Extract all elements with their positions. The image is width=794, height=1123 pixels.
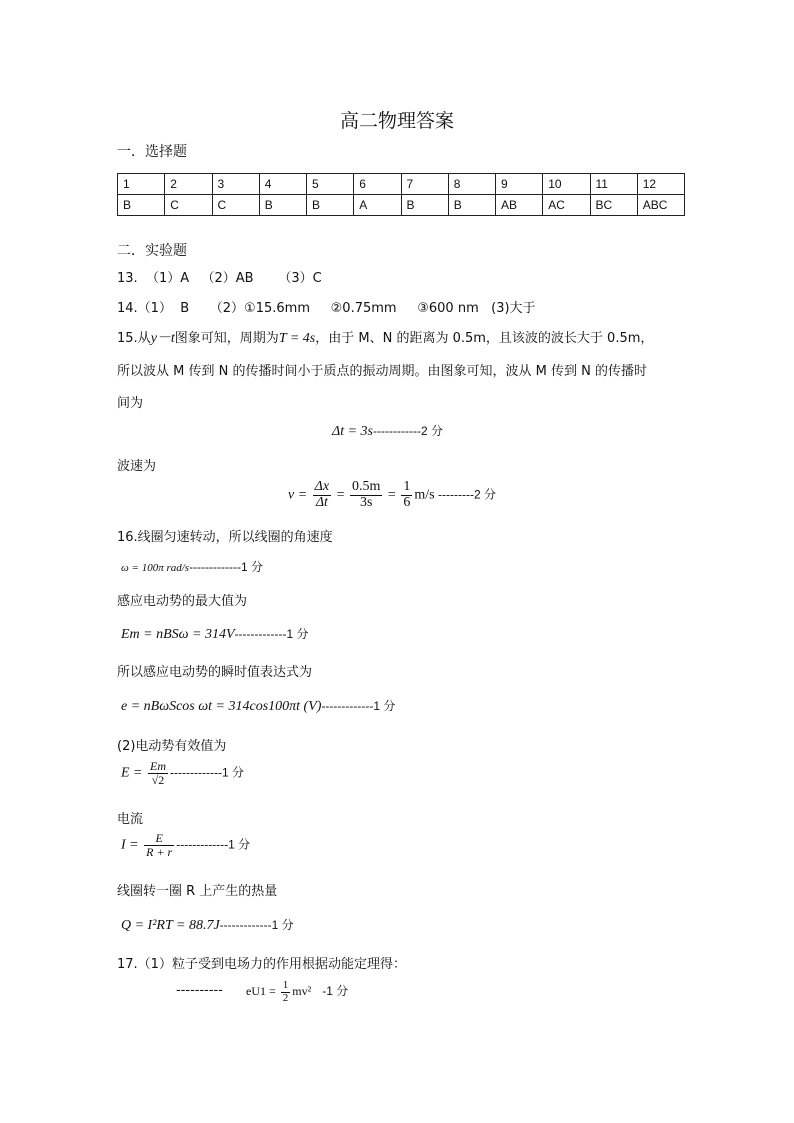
- q15-text: ，由于 M、N 的距离为 0.5m，且该波的波长大于 0.5m，: [315, 331, 654, 346]
- table-cell: 2: [165, 174, 212, 195]
- q16-current-label: 电流: [117, 812, 144, 827]
- table-cell: C: [212, 195, 259, 216]
- numerator: 1: [403, 479, 411, 494]
- speed-unit: m/s: [414, 487, 435, 503]
- q16-heat-label: 线圈转一圈 R 上产生的热量: [117, 884, 278, 899]
- fraction-dx-dt: [313, 480, 331, 510]
- equals: =: [387, 487, 396, 503]
- table-cell: 9: [496, 174, 543, 195]
- q15-period: T = 4s: [278, 331, 316, 346]
- q15-line1: [117, 327, 653, 347]
- table-cell: 5: [307, 174, 354, 195]
- table-cell: 12: [637, 174, 684, 195]
- q17-lhs: eU1 =: [246, 983, 276, 998]
- q15-eq-time: [332, 422, 443, 440]
- table-cell: B: [118, 195, 165, 216]
- q16-e-label: 所以感应电动势的瞬时值表达式为: [117, 665, 313, 680]
- q17-line1: 17.（1）粒子受到电场力的作用根据动能定理得：: [117, 957, 406, 972]
- e-expr: e = nBωScos ωt = 314cos100πt (V): [121, 699, 322, 714]
- denominator: 2: [282, 991, 289, 1004]
- table-cell: 8: [448, 174, 495, 195]
- q16-effective-eq: [121, 760, 244, 786]
- table-cell: BC: [590, 195, 637, 216]
- numerator: Em: [150, 759, 166, 773]
- score-mark: -------------1 分: [234, 627, 309, 641]
- numerator: 1: [282, 979, 289, 991]
- table-cell: A: [354, 195, 401, 216]
- table-cell: ABC: [637, 195, 684, 216]
- q17-eq: [246, 980, 348, 1004]
- q15-line2: 所以波从 M 传到 N 的传播时间小于质点的振动周期。由图象可知，波从 M 传到 N 的传播时: [117, 364, 647, 379]
- q17-rhs: mv²: [292, 983, 312, 998]
- page-title: 高二物理答案: [339, 110, 454, 132]
- q16-current-eq: [121, 832, 250, 858]
- table-cell: 7: [401, 174, 448, 195]
- table-cell: 1: [118, 174, 165, 195]
- q16-intro: 16.线圈匀速转动，所以线圈的角速度: [117, 530, 333, 545]
- q15-text: 15.从: [117, 331, 151, 346]
- table-row-answers: [118, 195, 685, 216]
- q15-yt: y－t: [150, 331, 175, 346]
- table-cell: 11: [590, 174, 637, 195]
- table-cell: 4: [259, 174, 306, 195]
- q16-e-expression: [121, 697, 395, 715]
- q15-eq-speed: [288, 480, 496, 510]
- score-mark: -------------1 分: [170, 765, 244, 780]
- table-cell: C: [165, 195, 212, 216]
- q15-text: 图象可知，周期为: [174, 331, 279, 346]
- score-mark: ---------2 分: [438, 487, 497, 502]
- numerator: E: [144, 832, 174, 846]
- q15-eq-time-expr: Δt = 3s: [332, 424, 374, 439]
- q15-speed-label: 波速为: [117, 459, 157, 474]
- table-cell: B: [401, 195, 448, 216]
- omega-expr: ω = 100π rad/s: [121, 562, 190, 574]
- score-mark: -1 分: [322, 983, 349, 998]
- I-lhs: I =: [121, 837, 139, 853]
- table-cell: B: [448, 195, 495, 216]
- table-cell: AB: [496, 195, 543, 216]
- q14-answer: 14.（1） B （2）①15.6mm ②0.75mm ③600 nm (3)大于: [117, 301, 536, 316]
- Q-expr: Q = I²RT = 88.7J: [121, 918, 220, 933]
- speed-lhs: v =: [288, 487, 308, 503]
- denominator: Δt: [315, 494, 328, 510]
- numerator: Δx: [314, 479, 330, 494]
- fraction-half: [281, 980, 291, 1004]
- table-cell: AC: [543, 195, 590, 216]
- score-mark: ------------2 分: [373, 424, 443, 438]
- table-cell: B: [307, 195, 354, 216]
- score-mark: -------------1 分: [321, 699, 396, 713]
- denominator: 6: [403, 494, 411, 510]
- fraction-em-root2: [148, 760, 168, 786]
- section-choice-heading: 一．选择题: [117, 144, 187, 160]
- answer-table: [117, 173, 685, 216]
- section-experiment-heading: 二．实验题: [117, 243, 187, 259]
- q16-omega: [121, 558, 263, 575]
- fraction-one-sixth: [401, 480, 412, 510]
- denominator: 3s: [359, 494, 373, 510]
- score-mark: -------------1 分: [176, 837, 251, 852]
- emax-expr: Em = nBSω = 314V: [121, 627, 235, 642]
- equals: =: [336, 487, 345, 503]
- q17-dash: ----------: [176, 983, 223, 998]
- score-mark: -------------1 分: [189, 560, 264, 574]
- table-cell: 6: [354, 174, 401, 195]
- q16-emax-label: 感应电动势的最大值为: [117, 594, 248, 609]
- q16-emax: [121, 625, 309, 643]
- fraction-distance-time: [350, 480, 382, 510]
- fraction-e-rplusr: [144, 832, 174, 858]
- table-cell: 10: [543, 174, 590, 195]
- numerator: 0.5m: [352, 479, 381, 494]
- denominator: √2: [151, 772, 165, 787]
- table-row-numbers: [118, 174, 685, 195]
- q15-line3: 间为: [117, 396, 144, 411]
- q16-effective-label: (2)电动势有效值为: [117, 739, 227, 754]
- score-mark: -------------1 分: [219, 918, 294, 932]
- q16-heat-eq: [121, 916, 294, 934]
- q13-answer: 13. （1）A （2）AB （3）C: [117, 271, 322, 286]
- table-cell: B: [259, 195, 306, 216]
- E-lhs: E =: [121, 765, 143, 781]
- table-cell: 3: [212, 174, 259, 195]
- denominator: R + r: [146, 844, 173, 859]
